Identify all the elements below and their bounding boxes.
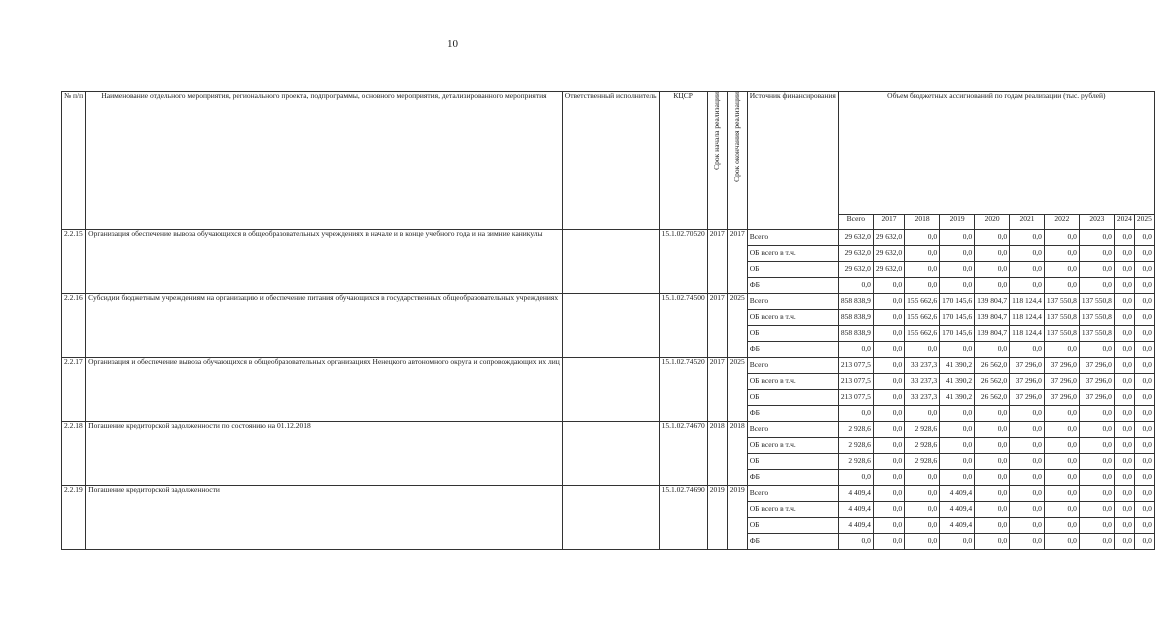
amount-cell: 170 145,6: [940, 326, 975, 342]
funding-source: Всего: [747, 294, 838, 310]
amount-cell: 0,0: [905, 486, 940, 502]
amount-cell: 0,0: [1114, 486, 1134, 502]
row-end: 2017: [727, 230, 747, 294]
amount-cell: 26 562,0: [975, 358, 1010, 374]
amount-cell: 155 662,6: [905, 310, 940, 326]
amount-cell: 0,0: [905, 278, 940, 294]
row-responsible: [562, 422, 659, 486]
amount-cell: 155 662,6: [905, 294, 940, 310]
header-year: 2021: [1010, 215, 1045, 230]
funding-source: ОБ: [747, 454, 838, 470]
funding-source: ФБ: [747, 342, 838, 358]
amount-cell: 4 409,4: [838, 486, 873, 502]
amount-cell: 0,0: [940, 438, 975, 454]
amount-cell: 29 632,0: [873, 262, 904, 278]
amount-cell: 0,0: [838, 406, 873, 422]
funding-source: ОБ всего в т.ч.: [747, 246, 838, 262]
amount-cell: 37 296,0: [1010, 358, 1045, 374]
amount-cell: 0,0: [1010, 470, 1045, 486]
amount-cell: 139 804,7: [975, 326, 1010, 342]
header-year: 2022: [1044, 215, 1079, 230]
amount-cell: 0,0: [1114, 374, 1134, 390]
amount-cell: 0,0: [975, 262, 1010, 278]
amount-cell: 0,0: [1114, 518, 1134, 534]
amount-cell: 0,0: [940, 470, 975, 486]
header-year: 2019: [940, 215, 975, 230]
row-number: 2.2.17: [62, 358, 86, 422]
amount-cell: 0,0: [1010, 342, 1045, 358]
amount-cell: 0,0: [1114, 342, 1134, 358]
amount-cell: 0,0: [940, 262, 975, 278]
row-kcsr: 15.1.02.74690: [659, 486, 707, 550]
amount-cell: 0,0: [940, 534, 975, 550]
amount-cell: 0,0: [905, 502, 940, 518]
amount-cell: 0,0: [1114, 406, 1134, 422]
amount-cell: 29 632,0: [873, 230, 904, 246]
amount-cell: 0,0: [1010, 246, 1045, 262]
amount-cell: 0,0: [975, 230, 1010, 246]
amount-cell: 2 928,6: [838, 438, 873, 454]
amount-cell: 0,0: [1044, 230, 1079, 246]
amount-cell: 0,0: [975, 342, 1010, 358]
amount-cell: 0,0: [1044, 502, 1079, 518]
amount-cell: 0,0: [905, 262, 940, 278]
amount-cell: 137 550,8: [1079, 310, 1114, 326]
amount-cell: 0,0: [1079, 230, 1114, 246]
amount-cell: 0,0: [1079, 406, 1114, 422]
amount-cell: 37 296,0: [1079, 374, 1114, 390]
table-row: [62, 294, 1155, 310]
amount-cell: 170 145,6: [940, 294, 975, 310]
amount-cell: 139 804,7: [975, 310, 1010, 326]
header-source: Источник финансирования: [747, 92, 838, 230]
header-start-text: Срок начала реализации: [711, 92, 721, 170]
table-row: [62, 486, 1155, 502]
amount-cell: 0,0: [1044, 518, 1079, 534]
amount-cell: 0,0: [1134, 326, 1154, 342]
amount-cell: 0,0: [873, 294, 904, 310]
amount-cell: 0,0: [1114, 454, 1134, 470]
amount-cell: 0,0: [905, 518, 940, 534]
amount-cell: 29 632,0: [838, 246, 873, 262]
funding-source: Всего: [747, 422, 838, 438]
amount-cell: 0,0: [1044, 470, 1079, 486]
amount-cell: 0,0: [873, 358, 904, 374]
amount-cell: 41 390,2: [940, 358, 975, 374]
amount-cell: 155 662,6: [905, 326, 940, 342]
amount-cell: 4 409,4: [838, 502, 873, 518]
amount-cell: 0,0: [1114, 294, 1134, 310]
header-year: 2018: [905, 215, 940, 230]
amount-cell: 0,0: [1079, 470, 1114, 486]
amount-cell: 0,0: [1134, 278, 1154, 294]
amount-cell: 0,0: [873, 310, 904, 326]
amount-cell: 137 550,8: [1044, 326, 1079, 342]
row-name: Погашение кредиторской задолженности: [86, 486, 563, 550]
amount-cell: 0,0: [1114, 422, 1134, 438]
amount-cell: 37 296,0: [1010, 390, 1045, 406]
header-num: № п/п: [62, 92, 86, 230]
amount-cell: 37 296,0: [1044, 358, 1079, 374]
row-name: Субсидии бюджетным учреждениям на организацию и обеспечение питания обучающихся в государственных общеобразовательных учреждениях: [86, 294, 563, 358]
amount-cell: 0,0: [940, 246, 975, 262]
amount-cell: 0,0: [1134, 470, 1154, 486]
amount-cell: 0,0: [1079, 278, 1114, 294]
row-kcsr: 15.1.02.70520: [659, 230, 707, 294]
amount-cell: 118 124,4: [1010, 326, 1045, 342]
amount-cell: 0,0: [975, 454, 1010, 470]
amount-cell: 858 838,9: [838, 310, 873, 326]
amount-cell: 0,0: [1134, 374, 1154, 390]
row-kcsr: 15.1.02.74670: [659, 422, 707, 486]
amount-cell: 0,0: [1079, 342, 1114, 358]
funding-source: Всего: [747, 230, 838, 246]
amount-cell: 0,0: [873, 470, 904, 486]
amount-cell: 0,0: [873, 278, 904, 294]
amount-cell: 0,0: [940, 406, 975, 422]
amount-cell: 0,0: [1044, 246, 1079, 262]
amount-cell: 0,0: [975, 486, 1010, 502]
amount-cell: 0,0: [1114, 326, 1134, 342]
amount-cell: 2 928,6: [905, 438, 940, 454]
funding-source: ФБ: [747, 406, 838, 422]
row-responsible: [562, 230, 659, 294]
amount-cell: 0,0: [873, 502, 904, 518]
amount-cell: 0,0: [975, 518, 1010, 534]
amount-cell: 37 296,0: [1079, 358, 1114, 374]
amount-cell: 0,0: [1114, 390, 1134, 406]
header-volume: Объем бюджетных ассигнований по годам реализации (тыс. рублей): [838, 92, 1154, 215]
amount-cell: 0,0: [975, 422, 1010, 438]
amount-cell: 0,0: [1044, 438, 1079, 454]
amount-cell: 0,0: [1114, 358, 1134, 374]
amount-cell: 0,0: [873, 454, 904, 470]
amount-cell: 0,0: [1010, 502, 1045, 518]
amount-cell: 139 804,7: [975, 294, 1010, 310]
funding-source: ФБ: [747, 278, 838, 294]
budget-table: [61, 91, 1155, 550]
header-name: Наименование отдельного мероприятия, регионального проекта, подпрограммы, основного мероприятия, детализированного мероприятия: [86, 92, 563, 230]
amount-cell: 37 296,0: [1010, 374, 1045, 390]
row-end: 2025: [727, 358, 747, 422]
amount-cell: 0,0: [1134, 438, 1154, 454]
amount-cell: 0,0: [1044, 262, 1079, 278]
amount-cell: 4 409,4: [940, 502, 975, 518]
row-number: 2.2.19: [62, 486, 86, 550]
row-name: Организация и обеспечение вывоза обучающихся в общеобразовательных организациях Ненецкого автономного округа и сопровождающих их лиц: [86, 358, 563, 422]
amount-cell: 29 632,0: [873, 246, 904, 262]
amount-cell: 29 632,0: [838, 262, 873, 278]
amount-cell: 213 077,5: [838, 374, 873, 390]
amount-cell: 0,0: [905, 406, 940, 422]
amount-cell: 858 838,9: [838, 326, 873, 342]
amount-cell: 0,0: [873, 518, 904, 534]
amount-cell: 33 237,3: [905, 374, 940, 390]
amount-cell: 0,0: [1134, 534, 1154, 550]
amount-cell: 0,0: [905, 230, 940, 246]
amount-cell: 0,0: [1114, 534, 1134, 550]
amount-cell: 0,0: [1134, 486, 1154, 502]
row-end: 2019: [727, 486, 747, 550]
amount-cell: 4 409,4: [940, 486, 975, 502]
funding-source: ОБ: [747, 326, 838, 342]
header-responsible: Ответственный исполнитель: [562, 92, 659, 230]
amount-cell: 0,0: [873, 342, 904, 358]
amount-cell: 0,0: [1044, 278, 1079, 294]
amount-cell: 0,0: [1134, 390, 1154, 406]
amount-cell: 0,0: [873, 534, 904, 550]
amount-cell: 0,0: [873, 486, 904, 502]
amount-cell: 0,0: [1134, 454, 1154, 470]
amount-cell: 0,0: [1010, 486, 1045, 502]
row-number: 2.2.15: [62, 230, 86, 294]
amount-cell: 0,0: [1114, 262, 1134, 278]
amount-cell: 0,0: [1134, 310, 1154, 326]
amount-cell: 0,0: [1010, 262, 1045, 278]
amount-cell: 0,0: [1134, 262, 1154, 278]
header-year: Всего: [838, 215, 873, 230]
amount-cell: 137 550,8: [1044, 310, 1079, 326]
amount-cell: 0,0: [1114, 230, 1134, 246]
amount-cell: 0,0: [1079, 486, 1114, 502]
row-number: 2.2.16: [62, 294, 86, 358]
amount-cell: 0,0: [1134, 518, 1154, 534]
amount-cell: 0,0: [975, 534, 1010, 550]
amount-cell: 2 928,6: [838, 454, 873, 470]
row-kcsr: 15.1.02.74520: [659, 358, 707, 422]
amount-cell: 0,0: [1044, 422, 1079, 438]
header-year: 2020: [975, 215, 1010, 230]
header-year: 2017: [873, 215, 904, 230]
header-start: [707, 92, 727, 230]
funding-source: ОБ всего в т.ч.: [747, 310, 838, 326]
amount-cell: 0,0: [873, 406, 904, 422]
amount-cell: 0,0: [1134, 406, 1154, 422]
amount-cell: 0,0: [873, 374, 904, 390]
amount-cell: 0,0: [1134, 246, 1154, 262]
amount-cell: 0,0: [940, 342, 975, 358]
funding-source: ОБ: [747, 518, 838, 534]
amount-cell: 0,0: [975, 278, 1010, 294]
row-start: 2018: [707, 422, 727, 486]
amount-cell: 0,0: [940, 422, 975, 438]
amount-cell: 137 550,8: [1044, 294, 1079, 310]
amount-cell: 0,0: [1114, 246, 1134, 262]
amount-cell: 0,0: [940, 454, 975, 470]
amount-cell: 37 296,0: [1044, 390, 1079, 406]
amount-cell: 0,0: [975, 502, 1010, 518]
amount-cell: 0,0: [1044, 486, 1079, 502]
row-end: 2025: [727, 294, 747, 358]
amount-cell: 0,0: [1134, 230, 1154, 246]
amount-cell: 2 928,6: [905, 454, 940, 470]
amount-cell: 118 124,4: [1010, 294, 1045, 310]
amount-cell: 0,0: [940, 230, 975, 246]
amount-cell: 137 550,8: [1079, 294, 1114, 310]
amount-cell: 4 409,4: [838, 518, 873, 534]
row-end: 2018: [727, 422, 747, 486]
amount-cell: 0,0: [1044, 454, 1079, 470]
header-end: [727, 92, 747, 230]
amount-cell: 0,0: [975, 406, 1010, 422]
amount-cell: 29 632,0: [838, 230, 873, 246]
amount-cell: 2 928,6: [905, 422, 940, 438]
amount-cell: 0,0: [873, 422, 904, 438]
amount-cell: 0,0: [1134, 502, 1154, 518]
amount-cell: 0,0: [905, 534, 940, 550]
amount-cell: 0,0: [1010, 518, 1045, 534]
table-row: [62, 358, 1155, 374]
amount-cell: 0,0: [940, 278, 975, 294]
amount-cell: 0,0: [1010, 278, 1045, 294]
header-end-text: Срок окончания реализации: [731, 92, 741, 182]
amount-cell: 4 409,4: [940, 518, 975, 534]
amount-cell: 0,0: [905, 246, 940, 262]
amount-cell: 26 562,0: [975, 374, 1010, 390]
funding-source: ФБ: [747, 534, 838, 550]
page-number: 10: [447, 38, 458, 50]
amount-cell: 0,0: [975, 438, 1010, 454]
amount-cell: 0,0: [1114, 278, 1134, 294]
row-responsible: [562, 486, 659, 550]
amount-cell: 0,0: [1114, 502, 1134, 518]
row-kcsr: 15.1.02.74500: [659, 294, 707, 358]
row-responsible: [562, 358, 659, 422]
amount-cell: 213 077,5: [838, 358, 873, 374]
amount-cell: 0,0: [838, 278, 873, 294]
amount-cell: 0,0: [1079, 518, 1114, 534]
funding-source: ФБ: [747, 470, 838, 486]
amount-cell: 213 077,5: [838, 390, 873, 406]
funding-source: ОБ: [747, 262, 838, 278]
header-year: 2023: [1079, 215, 1114, 230]
amount-cell: 0,0: [1044, 534, 1079, 550]
amount-cell: 37 296,0: [1044, 374, 1079, 390]
header-year: 2025: [1134, 215, 1154, 230]
amount-cell: 0,0: [905, 470, 940, 486]
funding-source: ОБ: [747, 390, 838, 406]
row-responsible: [562, 294, 659, 358]
amount-cell: 0,0: [873, 438, 904, 454]
amount-cell: 41 390,2: [940, 374, 975, 390]
table-row: [62, 230, 1155, 246]
amount-cell: 0,0: [1114, 470, 1134, 486]
row-start: 2019: [707, 486, 727, 550]
amount-cell: 0,0: [1079, 534, 1114, 550]
amount-cell: 0,0: [1114, 310, 1134, 326]
amount-cell: 26 562,0: [975, 390, 1010, 406]
amount-cell: 0,0: [1044, 342, 1079, 358]
amount-cell: 0,0: [1134, 294, 1154, 310]
amount-cell: 0,0: [1044, 406, 1079, 422]
header-year: 2024: [1114, 215, 1134, 230]
amount-cell: 0,0: [1010, 422, 1045, 438]
row-start: 2017: [707, 230, 727, 294]
amount-cell: 0,0: [1010, 454, 1045, 470]
amount-cell: 33 237,3: [905, 390, 940, 406]
row-number: 2.2.18: [62, 422, 86, 486]
amount-cell: 0,0: [1134, 422, 1154, 438]
row-start: 2017: [707, 294, 727, 358]
amount-cell: 0,0: [1079, 422, 1114, 438]
amount-cell: 137 550,8: [1079, 326, 1114, 342]
amount-cell: 41 390,2: [940, 390, 975, 406]
row-start: 2017: [707, 358, 727, 422]
amount-cell: 33 237,3: [905, 358, 940, 374]
amount-cell: 0,0: [1079, 246, 1114, 262]
amount-cell: 0,0: [873, 326, 904, 342]
amount-cell: 0,0: [838, 534, 873, 550]
amount-cell: 118 124,4: [1010, 310, 1045, 326]
amount-cell: 0,0: [1079, 438, 1114, 454]
row-name: Погашение кредиторской задолженности по состоянию на 01.12.2018: [86, 422, 563, 486]
amount-cell: 0,0: [1134, 358, 1154, 374]
funding-source: ОБ всего в т.ч.: [747, 374, 838, 390]
amount-cell: 0,0: [1114, 438, 1134, 454]
amount-cell: 0,0: [1079, 262, 1114, 278]
amount-cell: 0,0: [1010, 230, 1045, 246]
row-name: Организация обеспечение вывоза обучающихся в общеобразовательных учреждениях в начале и в конце учебного года и на зимние каникулы: [86, 230, 563, 294]
amount-cell: 0,0: [1010, 534, 1045, 550]
amount-cell: 0,0: [873, 390, 904, 406]
funding-source: Всего: [747, 486, 838, 502]
amount-cell: 858 838,9: [838, 294, 873, 310]
amount-cell: 0,0: [838, 470, 873, 486]
amount-cell: 0,0: [905, 342, 940, 358]
amount-cell: 0,0: [975, 470, 1010, 486]
funding-source: Всего: [747, 358, 838, 374]
header-kcsr: КЦСР: [659, 92, 707, 230]
amount-cell: 170 145,6: [940, 310, 975, 326]
amount-cell: 0,0: [1079, 502, 1114, 518]
amount-cell: 0,0: [838, 342, 873, 358]
amount-cell: 0,0: [1010, 438, 1045, 454]
funding-source: ОБ всего в т.ч.: [747, 502, 838, 518]
table-row: [62, 422, 1155, 438]
amount-cell: 0,0: [1079, 454, 1114, 470]
amount-cell: 2 928,6: [838, 422, 873, 438]
amount-cell: 0,0: [1010, 406, 1045, 422]
amount-cell: 37 296,0: [1079, 390, 1114, 406]
amount-cell: 0,0: [975, 246, 1010, 262]
funding-source: ОБ всего в т.ч.: [747, 438, 838, 454]
amount-cell: 0,0: [1134, 342, 1154, 358]
